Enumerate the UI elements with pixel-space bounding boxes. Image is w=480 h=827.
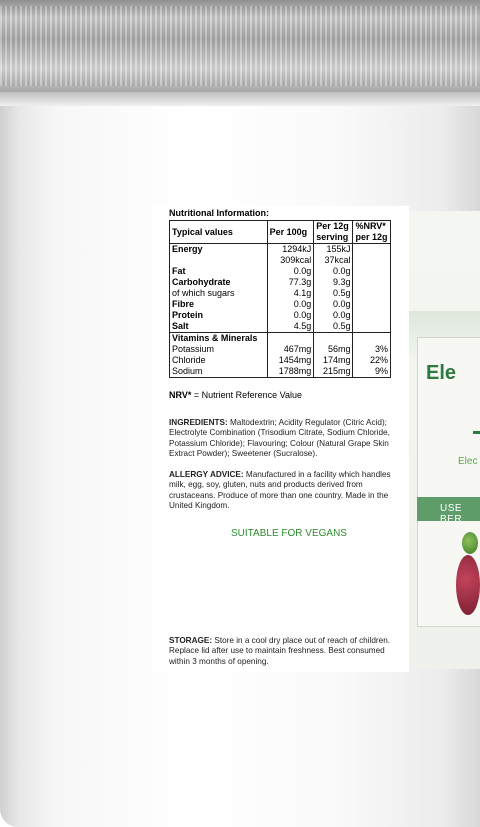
- vitamin-nrv: [353, 333, 391, 378]
- header-per-12g-line2: serving: [316, 232, 349, 242]
- vegan-badge: SUITABLE FOR VEGANS: [231, 528, 347, 539]
- cell-per100: 309kcal: [280, 255, 312, 265]
- cell-per12: 0.5g: [332, 321, 351, 331]
- main-nrv: [353, 244, 391, 333]
- cell-per100: 0.0g: [293, 266, 312, 276]
- ingredients: [169, 418, 397, 460]
- cell-per12: 0.5g: [332, 288, 351, 298]
- allergy-label: ALLERGY ADVICE:: [169, 470, 244, 479]
- cell-per12: 9.3g: [332, 277, 351, 287]
- front-label-title: Ele: [426, 362, 457, 384]
- cell-per100: 1454mg: [278, 355, 312, 365]
- spacer: [355, 333, 388, 344]
- cell-per100: 0.0g: [293, 299, 312, 309]
- row-label-fibre: Fibre: [172, 299, 195, 309]
- storage: [169, 636, 397, 667]
- storage-label: STORAGE:: [169, 636, 213, 645]
- nrv-note-text: = Nutrient Reference Value: [191, 390, 302, 400]
- spacer: [270, 333, 312, 344]
- cell-per12: 56mg: [327, 344, 351, 354]
- lid-ridges: [0, 6, 480, 86]
- cell-per12: 37kcal: [324, 255, 351, 265]
- nutrition-table: [169, 220, 391, 378]
- table-body-main: [170, 244, 391, 333]
- cell-per100: 1294kJ: [282, 244, 312, 254]
- header-per-12g-line1: Per 12g: [316, 221, 349, 231]
- row-label-protein: Protein: [172, 310, 204, 320]
- cell-per12: 215mg: [322, 366, 351, 376]
- header-nrv-line1: %NRV*: [355, 221, 386, 231]
- cell-per12: 0.0g: [332, 266, 351, 276]
- back-label: [153, 206, 409, 672]
- ingredients-label: INGREDIENTS:: [169, 418, 228, 427]
- header-typical-values: Typical values: [170, 221, 268, 244]
- cell-per12: 0.0g: [332, 310, 351, 320]
- nrv-note-bold: NRV*: [169, 390, 192, 400]
- cell-per12: 155kJ: [326, 244, 351, 254]
- front-label-bar-text: USE BER: [440, 503, 463, 525]
- cell-per100: 1788mg: [278, 366, 312, 376]
- front-label-subtitle: Elec: [458, 456, 478, 467]
- vitamins-header: Vitamins & Minerals: [172, 333, 258, 343]
- cell-nrv: 3%: [374, 344, 388, 354]
- row-label-potassium: Potassium: [172, 344, 215, 354]
- spacer: [316, 333, 350, 344]
- allergy-advice: [169, 470, 397, 512]
- main-per12: [314, 244, 353, 333]
- cell-per100: 0.0g: [293, 310, 312, 320]
- row-label-fat: Fat: [172, 266, 186, 276]
- nutrition-title: Nutritional Information:: [169, 208, 269, 218]
- front-label-dash: [473, 431, 480, 434]
- cell-per12: 174mg: [322, 355, 351, 365]
- cell-nrv: 22%: [369, 355, 388, 365]
- cell-per100: 4.5g: [293, 321, 312, 331]
- tub-lid: [0, 0, 480, 100]
- header-per-12g: [314, 221, 353, 244]
- leaf-image: [462, 532, 478, 554]
- cell-per100: 77.3g: [288, 277, 312, 287]
- header-nrv-line2: per 12g: [355, 232, 388, 242]
- berry-image: [456, 555, 480, 615]
- table-body-vitamins: [170, 333, 391, 378]
- row-label-chloride: Chloride: [172, 355, 206, 365]
- vitamin-labels: [170, 333, 268, 378]
- table-header-row: [170, 221, 391, 244]
- vitamin-per12: [314, 333, 353, 378]
- storage-text: Store in a cool dry place out of reach of children. Replace lid after use to maintain freshness. Best consumed within 3 months of opening.: [169, 636, 391, 666]
- row-label-energy: Energy: [172, 244, 203, 254]
- cell-per100: 4.1g: [293, 288, 312, 298]
- lid-lip: [0, 92, 480, 106]
- vitamin-per100: [267, 333, 314, 378]
- row-label-carbohydrate: Carbohydrate: [172, 277, 231, 287]
- ingredients-text: Maltodextrin; Acidity Regulator (Citric Acid); Electrolyte Combination (Trisodium Citrate, Sodium Chloride, Potassium Chloride); Flavouring; Colour (Natural Grape Skin Extract Powder); Sweetener (Sucralose).: [169, 418, 390, 459]
- nrv-note: [169, 390, 302, 400]
- header-per-100g: Per 100g: [267, 221, 314, 244]
- main-labels: [170, 244, 268, 333]
- row-label-salt: Salt: [172, 321, 189, 331]
- header-nrv: [353, 221, 391, 244]
- row-label-sugars: of which sugars: [172, 288, 235, 298]
- allergy-text: Manufactured in a facility which handles milk, egg, soy, gluten, nuts and products derived from crustaceans. Produce of more than one country. Made in the United Kingdom.: [169, 470, 391, 511]
- row-label-energy-kcal: [172, 255, 265, 266]
- cell-nrv: 9%: [374, 366, 388, 376]
- row-label-sodium: Sodium: [172, 366, 203, 376]
- main-per100: [267, 244, 314, 333]
- cell-per100: 467mg: [283, 344, 312, 354]
- cell-per12: 0.0g: [332, 299, 351, 309]
